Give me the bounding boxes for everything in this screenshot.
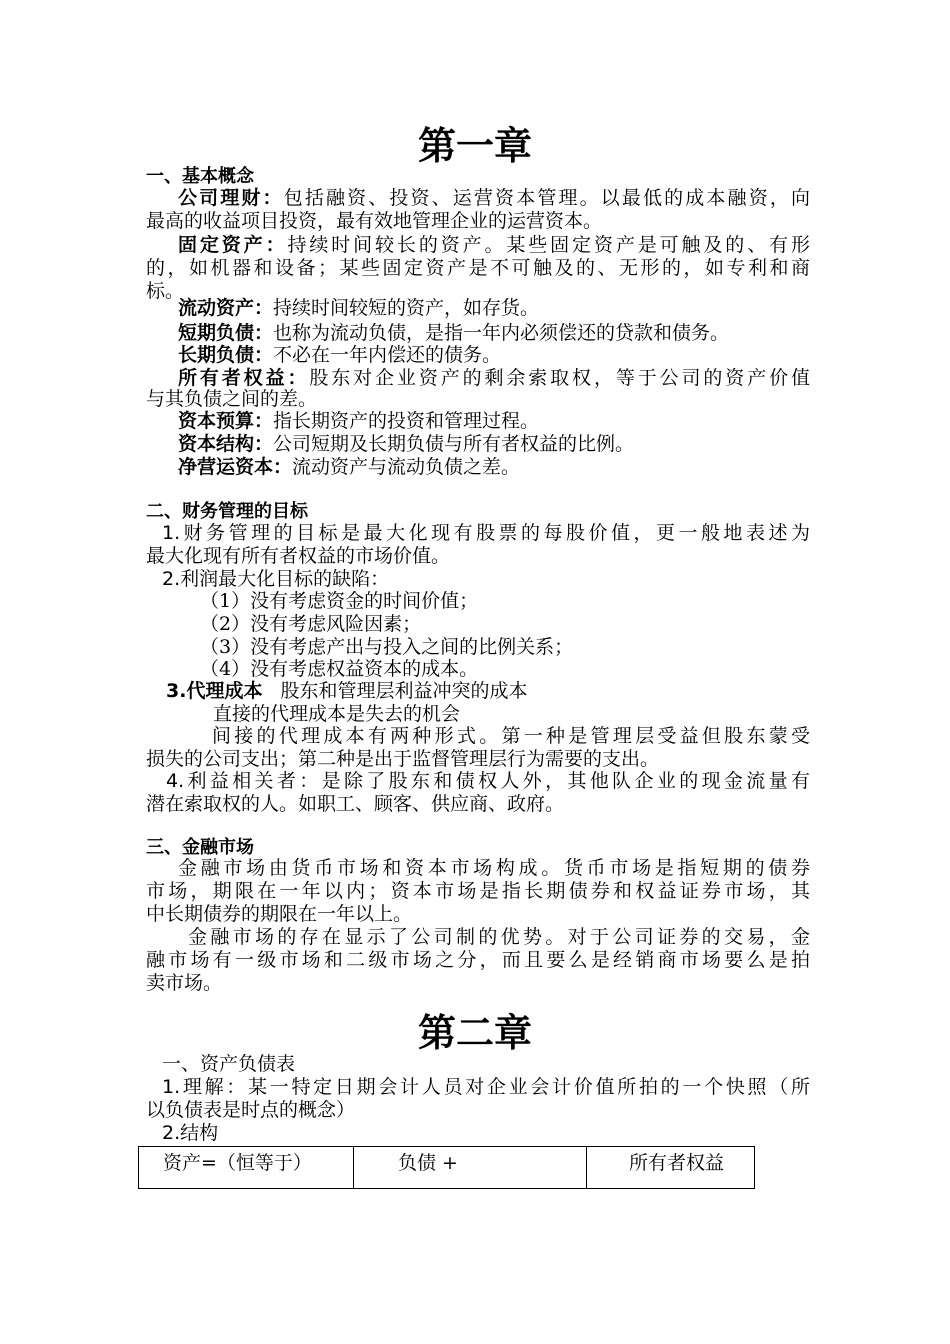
goal-paragraph-1: [146, 522, 810, 545]
term-label: 资本结构：: [178, 433, 274, 455]
balance-sheet-paragraph-1: [146, 1076, 810, 1099]
chapter-1-title: 第一章: [417, 124, 532, 168]
def-short-term-debt: [178, 322, 729, 345]
paragraph-text-cont: 中长期债券的期限在一年以上。: [146, 903, 413, 925]
paragraph-text-cont: 以负债表是时点的概念）: [146, 1099, 356, 1121]
term-label: 公司理财：: [178, 187, 284, 209]
market-paragraph-1: [146, 857, 810, 880]
balance-sheet-paragraph-2: [162, 1122, 218, 1145]
paragraph-text: 财务管理的目标是最大化现有股票的每股价值，更一般地表述为: [180, 522, 810, 544]
paragraph-text-cont: 市场，期限在一年以内；资本市场是指长期债券和权益证券市场，其: [146, 880, 810, 902]
def-text: 包括融资、投资、运营资本管理。以最低的成本融资，向: [283, 187, 810, 209]
section-2-heading: 二、财务管理的目标: [146, 501, 308, 522]
def-capital-structure: [178, 433, 634, 456]
def-fixed-assets: [146, 234, 810, 257]
table-cell-liabilities: 负债 +: [354, 1147, 587, 1189]
defect-item: （1）没有考虑资金的时间价值；: [200, 590, 479, 612]
item-number: 3.: [166, 680, 187, 702]
agency-cost-paragraph: [166, 680, 527, 703]
goal-paragraph-2: [162, 568, 389, 591]
paragraph-text: 金融市场由货币市场和资本市场构成。货币市场是指短期的债券: [178, 857, 810, 879]
paragraph-text-cont: 最大化现有所有者权益的市场价值。: [146, 545, 451, 567]
stakeholders-paragraph: [146, 770, 810, 793]
paragraph-text: 利益相关者：是除了股东和债权人外，其他队企业的现金流量有: [184, 770, 810, 792]
def-text: 流动资产与流动负债之差。: [292, 456, 521, 478]
item-number: 4.: [166, 770, 185, 792]
defect-item: （2）没有考虑风险因素；: [200, 613, 422, 635]
def-text: 持续时间较短的资产，如存货。: [273, 297, 540, 319]
paragraph-text-cont: 潜在索取权的人。如职工、顾客、供应商、政府。: [146, 793, 565, 815]
section-1-heading: 一、基本概念: [146, 166, 254, 187]
term-label: 短期负债：: [178, 322, 274, 344]
paragraph-text-cont: 直接的代理成本是失去的机会: [213, 703, 461, 725]
paragraph-text: 金融市场的存在显示了公司制的优势。对于公司证券的交易，金: [188, 926, 810, 948]
term-label: 净营运资本：: [178, 456, 293, 478]
term-label: 所有者权益：: [178, 367, 310, 389]
def-net-working-capital: [178, 456, 520, 479]
paragraph-text-cont: 卖市场。: [146, 972, 223, 994]
table-row: [139, 1147, 755, 1189]
item-number: 2.: [162, 1122, 181, 1144]
defect-item: （3）没有考虑产出与投入之间的比例关系；: [200, 636, 574, 658]
item-number: 2.: [162, 568, 181, 590]
def-text-cont: 最高的收益项目投资，最有效地管理企业的运营资本。: [146, 210, 603, 232]
paragraph-text-cont: 融市场有一级市场和二级市场之分，而且要么是经销商市场要么是拍: [146, 949, 810, 971]
term-label: 长期负债：: [178, 344, 274, 366]
item-number: 1.: [162, 1076, 181, 1098]
def-text: 不必在一年内偿还的债务。: [273, 344, 502, 366]
market-paragraph-2: [146, 926, 810, 949]
ch2-section-1-heading: 一、资产负债表: [162, 1053, 296, 1075]
def-text-cont: 与其负债之间的差。: [146, 388, 318, 410]
table-cell-assets: 资产=（恒等于）: [139, 1147, 354, 1189]
def-long-term-debt: [178, 344, 501, 367]
def-text: 公司短期及长期负债与所有者权益的比例。: [273, 433, 635, 455]
chapter-2-title: 第二章: [417, 1011, 532, 1055]
paragraph-text: 股东和管理层利益冲突的成本: [280, 680, 528, 702]
term-label: 流动资产：: [178, 297, 274, 319]
def-text: 持续时间较长的资产。某些固定资产是可触及的、有形: [287, 234, 810, 256]
term-label: 资本预算：: [178, 410, 274, 432]
def-text: 股东对企业资产的剩余索取权，等于公司的资产价值: [309, 367, 810, 389]
def-text-cont: 标。: [146, 280, 185, 302]
def-text-cont: 的，如机器和设备；某些固定资产是不可触及的、无形的，如专利和商: [146, 257, 810, 279]
paragraph-text: 理解：某一特定日期会计人员对企业会计价值所拍的一个快照（所: [180, 1076, 810, 1098]
def-owners-equity: [146, 367, 810, 390]
def-text: 指长期资产的投资和管理过程。: [273, 410, 540, 432]
paragraph-text: 间接的代理成本有两种形式。第一种是管理层受益但股东蒙受: [212, 725, 810, 747]
paragraph-text: 利润最大化目标的缺陷：: [180, 568, 390, 590]
table-cell-equity: 所有者权益: [587, 1147, 755, 1189]
item-number: 1.: [162, 522, 181, 544]
def-current-assets: [178, 297, 539, 320]
paragraph-text-cont: 损失的公司支出；第二种是出于监督管理层行为需要的支出。: [146, 748, 660, 770]
section-3-heading: 三、金融市场: [146, 837, 254, 858]
defect-item: （4）没有考虑权益资本的成本。: [200, 658, 479, 680]
balance-sheet-table: [138, 1146, 755, 1189]
term-label: 固定资产：: [178, 234, 288, 256]
paragraph-text: 结构: [180, 1122, 219, 1144]
paragraph-text-cont: [146, 725, 810, 748]
def-text: 也称为流动负债，是指一年内必须偿还的贷款和债务。: [273, 322, 730, 344]
def-corporate-finance: [146, 187, 810, 210]
def-capital-budgeting: [178, 410, 539, 433]
term-label: 代理成本: [186, 680, 263, 702]
